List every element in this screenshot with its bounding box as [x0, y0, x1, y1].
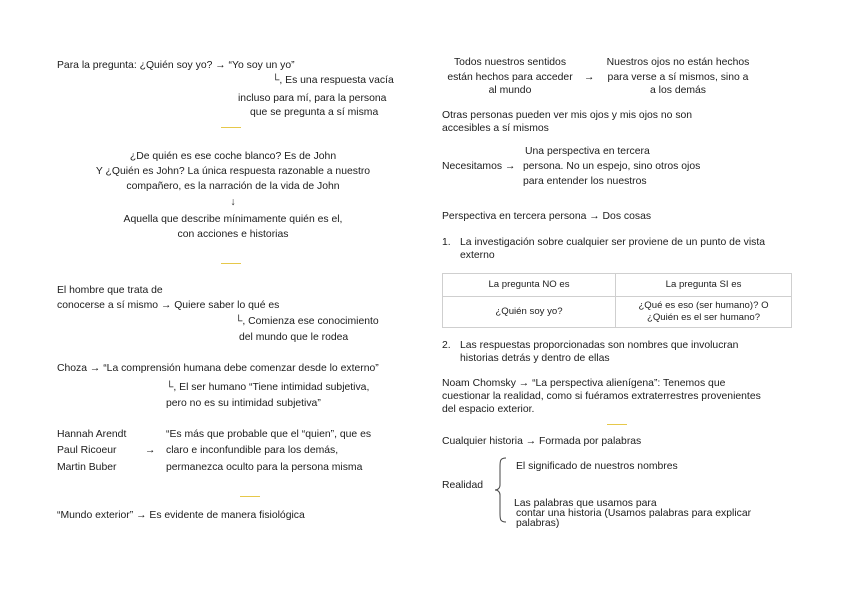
coche-line1: ¿De quién es ese coche blanco? Es de John	[129, 151, 337, 162]
q1-line2: └, Es una respuesta vacía	[272, 75, 394, 86]
coche-line3: compañero, es la narración de la vida de John	[126, 181, 340, 192]
authors-quote3: permanezca oculto para la persona misma	[166, 462, 363, 473]
pregunta-table	[442, 273, 792, 328]
hombre-line1: El hombre que trata de	[57, 285, 163, 296]
chomsky-line3: del espacio exterior.	[442, 404, 535, 415]
authors-quote1: “Es más que probable que el “quien”, que es	[166, 429, 372, 440]
choza-line1: Choza → “La comprensión humana debe comenzar desde lo externo”	[57, 363, 379, 374]
table-cell-line: ¿Qué es eso (ser humano)? O	[638, 300, 769, 311]
q1-line4: que se pregunta a sí misma	[250, 107, 379, 118]
item2-line2: historias detrás y dentro de ellas	[460, 353, 610, 364]
item1-number: 1.	[442, 237, 451, 248]
author-name: Martin Buber	[57, 462, 117, 473]
necesitamos-mid: persona. No un espejo, sino otros ojos	[523, 161, 701, 172]
realidad-item2c: palabras)	[516, 518, 560, 529]
sentidos-left2: están hechos para acceder	[447, 72, 573, 83]
mundo-exterior: “Mundo exterior” → Es evidente de manera fisiológica	[57, 510, 305, 521]
item1-line1: La investigación sobre cualquier ser proviene de un punto de vista	[460, 237, 765, 248]
separator	[607, 424, 627, 425]
realidad-item2a: Las palabras que usamos para	[514, 498, 657, 509]
table-header: La pregunta NO es	[443, 274, 616, 297]
table-cell-line: ¿Quién es el ser humano?	[646, 312, 761, 323]
sentidos-left1: Todos nuestros sentidos	[453, 57, 567, 68]
choza-line3: pero no es su intimidad subjetiva”	[166, 398, 321, 409]
choza-line2: └, El ser humano “Tiene intimidad subjetiva,	[166, 382, 370, 393]
right-arrow-icon: →	[584, 72, 595, 83]
right-arrow-icon: →	[145, 445, 156, 456]
author-name: Paul Ricoeur	[57, 445, 117, 456]
item1-line2: externo	[460, 250, 495, 261]
authors-quote2: claro e inconfundible para los demás,	[166, 445, 339, 456]
q1-line1: Para la pregunta: ¿Quién soy yo? → “Yo soy un yo”	[57, 60, 295, 71]
separator	[240, 496, 260, 497]
hombre-line4: del mundo que le rodea	[239, 332, 349, 343]
item2-line1: Las respuestas proporcionadas son nombres que involucran	[460, 340, 739, 351]
sentidos-right3: a los demás	[649, 85, 707, 96]
otras-line1: Otras personas pueden ver mis ojos y mis ojos no son	[442, 110, 693, 121]
realidad-item1: El significado de nuestros nombres	[516, 461, 678, 472]
separator	[221, 127, 241, 128]
table-cell: ¿Quién soy yo?	[443, 297, 616, 328]
necesitamos-lead: Necesitamos →	[442, 161, 516, 172]
coche-line5: con acciones e historias	[177, 229, 289, 240]
historia-line: Cualquier historia → Formada por palabras	[442, 436, 642, 447]
realidad-item2b: contar una historia (Usamos palabras para explicar	[516, 508, 752, 519]
down-arrow-icon: ↓	[230, 197, 236, 208]
hombre-line2: conocerse a sí mismo → Quiere saber lo qué es	[57, 300, 280, 311]
curly-brace-icon	[494, 457, 508, 523]
separator	[221, 263, 241, 264]
coche-line2: Y ¿Quién es John? La única respuesta razonable a nuestro	[95, 166, 371, 177]
coche-line4: Aquella que describe mínimamente quién es el,	[123, 214, 343, 225]
perspectiva-heading: Perspectiva en tercera persona → Dos cosas	[442, 211, 652, 222]
necesitamos-top: Una perspectiva en tercera	[525, 146, 650, 157]
realidad-label: Realidad	[442, 480, 484, 491]
sentidos-right1: Nuestros ojos no están hechos	[606, 57, 750, 68]
author-name: Hannah Arendt	[57, 429, 127, 440]
sentidos-right2: para verse a sí mismos, sino a	[607, 72, 749, 83]
chomsky-line1: Noam Chomsky → “La perspectiva alienígena”: Tenemos que	[442, 378, 726, 389]
table-header: La pregunta SI es	[616, 274, 792, 297]
chomsky-line2: cuestionar la realidad, como si fuéramos extraterrestres provenientes	[442, 391, 761, 402]
item2-number: 2.	[442, 340, 451, 351]
q1-line3: incluso para mí, para la persona	[238, 93, 387, 104]
otras-line2: accesibles a sí mismos	[442, 123, 549, 134]
table-cell	[616, 297, 792, 328]
hombre-line3: └, Comienza ese conocimiento	[235, 316, 379, 327]
sentidos-left3: al mundo	[488, 85, 532, 96]
necesitamos-bottom: para entender los nuestros	[523, 176, 647, 187]
